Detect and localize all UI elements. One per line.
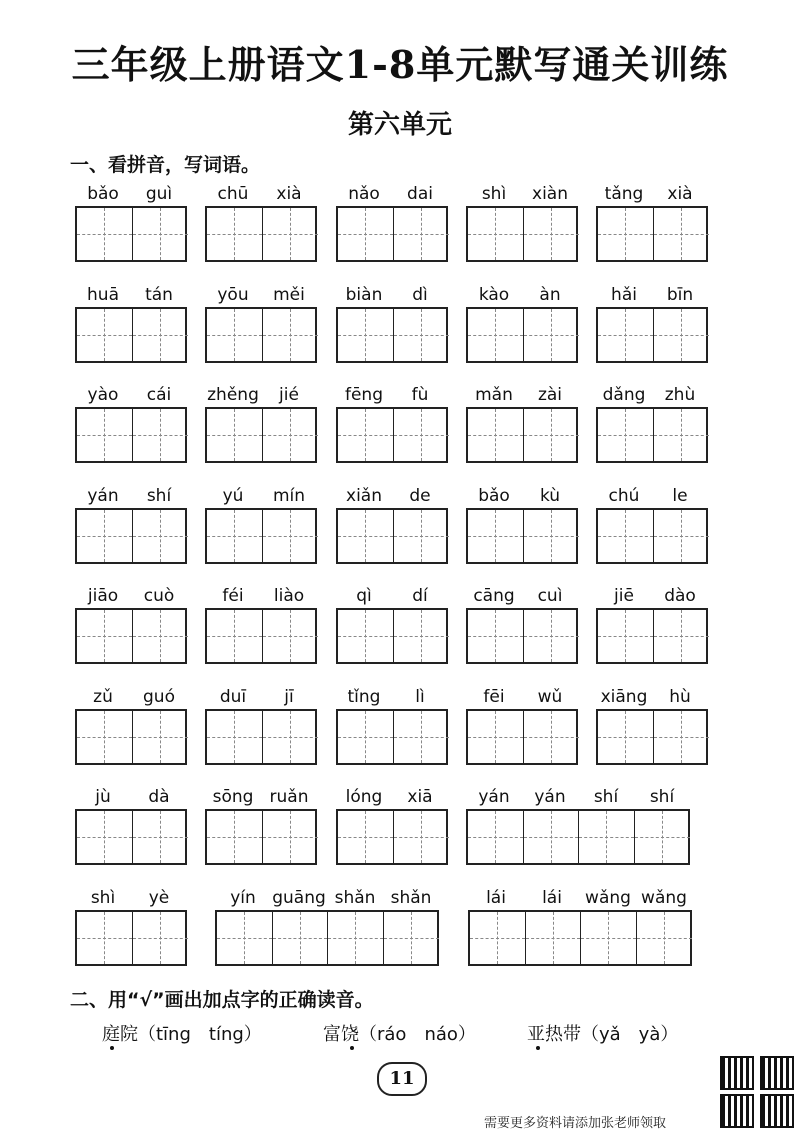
writing-box[interactable] xyxy=(205,407,317,463)
pinyin-label: dǎng xyxy=(602,385,646,405)
writing-cell[interactable] xyxy=(394,208,450,260)
writing-cell[interactable] xyxy=(654,208,710,260)
writing-box[interactable] xyxy=(596,709,708,765)
writing-cell[interactable] xyxy=(524,309,580,361)
pinyin-label: àn xyxy=(539,285,561,305)
writing-box[interactable] xyxy=(466,407,578,463)
pinyin-label: wǔ xyxy=(537,687,563,707)
q2-word-1: 庭院 xyxy=(102,1024,138,1045)
unit-title: 第六单元 xyxy=(347,110,452,140)
pinyin-label: kù xyxy=(539,486,561,506)
writing-cell[interactable] xyxy=(263,208,319,260)
pinyin-label: guó xyxy=(143,687,175,707)
pinyin-label: le xyxy=(672,486,688,506)
pinyin-label: fēng xyxy=(344,385,384,405)
pinyin-label: wǎng xyxy=(641,888,687,908)
pinyin-label: yán xyxy=(87,486,119,506)
pinyin-label: shì xyxy=(481,184,507,204)
writing-cell[interactable] xyxy=(207,208,263,260)
writing-cell[interactable] xyxy=(77,610,133,662)
writing-box[interactable] xyxy=(336,508,448,564)
writing-cell[interactable] xyxy=(207,711,263,763)
pinyin-label: mǎn xyxy=(475,385,513,405)
section1-heading: 一、看拼音，写词语。 xyxy=(70,154,261,176)
emphasis-dot-3 xyxy=(536,1046,540,1050)
writing-box[interactable] xyxy=(468,910,692,966)
writing-box[interactable] xyxy=(336,709,448,765)
pinyin-label: cāng xyxy=(473,586,515,606)
pinyin-label: yào xyxy=(87,385,119,405)
q2-options-3: （yǎ yà） xyxy=(581,1024,679,1045)
writing-box[interactable] xyxy=(466,608,578,664)
qr-code-icon xyxy=(760,1056,794,1090)
writing-cell[interactable] xyxy=(217,912,273,964)
writing-cell[interactable] xyxy=(579,811,635,863)
writing-box[interactable] xyxy=(205,206,317,262)
pinyin-label: bǎo xyxy=(87,184,119,204)
pinyin-label: huā xyxy=(87,285,119,305)
footer-note: 需要更多资料请添加张老师领取 xyxy=(484,1116,667,1131)
writing-cell[interactable] xyxy=(654,409,710,461)
writing-cell[interactable] xyxy=(598,510,654,562)
pinyin-label: ruǎn xyxy=(269,787,309,807)
pinyin-label: nǎo xyxy=(348,184,380,204)
pinyin-label: xiǎn xyxy=(346,486,382,506)
pinyin-label: cuò xyxy=(143,586,175,606)
writing-cell[interactable] xyxy=(263,309,319,361)
writing-cell[interactable] xyxy=(133,912,189,964)
writing-cell[interactable] xyxy=(77,711,133,763)
pinyin-label: qì xyxy=(356,586,372,606)
writing-cell[interactable] xyxy=(384,912,440,964)
pinyin-label: xià xyxy=(276,184,302,204)
pinyin-label: tǎng xyxy=(604,184,644,204)
writing-cell[interactable] xyxy=(133,711,189,763)
pinyin-label: yè xyxy=(148,888,170,908)
writing-cell[interactable] xyxy=(524,711,580,763)
writing-cell[interactable] xyxy=(524,409,580,461)
pinyin-label: mín xyxy=(272,486,306,506)
writing-cell[interactable] xyxy=(654,610,710,662)
pinyin-label: sōng xyxy=(212,787,254,807)
pinyin-label: bǎo xyxy=(478,486,510,506)
writing-cell[interactable] xyxy=(635,811,691,863)
pinyin-label: hù xyxy=(669,687,691,707)
pinyin-label: biàn xyxy=(345,285,383,305)
writing-cell[interactable] xyxy=(338,610,394,662)
writing-cell[interactable] xyxy=(598,309,654,361)
pinyin-label: lì xyxy=(415,687,425,707)
pinyin-label: kào xyxy=(478,285,510,305)
emphasis-dot-1 xyxy=(110,1046,114,1050)
writing-cell[interactable] xyxy=(338,309,394,361)
writing-cell[interactable] xyxy=(77,409,133,461)
pinyin-label: yán xyxy=(534,787,566,807)
pinyin-label: shí xyxy=(649,787,675,807)
writing-cell[interactable] xyxy=(654,510,710,562)
pinyin-label: lóng xyxy=(345,787,383,807)
writing-box[interactable] xyxy=(336,809,448,865)
writing-cell[interactable] xyxy=(526,912,582,964)
writing-cell[interactable] xyxy=(468,811,524,863)
writing-cell[interactable] xyxy=(468,208,524,260)
pinyin-label: shì xyxy=(90,888,116,908)
writing-cell[interactable] xyxy=(207,409,263,461)
page-title: 三年级上册语文1-8单元默写通关训练 xyxy=(71,42,729,87)
writing-cell[interactable] xyxy=(263,610,319,662)
writing-cell[interactable] xyxy=(598,208,654,260)
writing-box[interactable] xyxy=(596,508,708,564)
writing-cell[interactable] xyxy=(133,610,189,662)
writing-cell[interactable] xyxy=(468,409,524,461)
pinyin-label: bīn xyxy=(666,285,694,305)
writing-cell[interactable] xyxy=(394,510,450,562)
pinyin-label: duī xyxy=(219,687,247,707)
writing-cell[interactable] xyxy=(468,309,524,361)
writing-cell[interactable] xyxy=(77,811,133,863)
page-number: 11 xyxy=(377,1062,427,1096)
writing-cell[interactable] xyxy=(394,309,450,361)
writing-cell[interactable] xyxy=(263,510,319,562)
qr-code-icon xyxy=(760,1094,794,1128)
pinyin-label: dí xyxy=(412,586,428,606)
pinyin-label: shí xyxy=(593,787,619,807)
writing-cell[interactable] xyxy=(133,309,189,361)
writing-box[interactable] xyxy=(596,608,708,664)
pinyin-label: zǔ xyxy=(93,687,113,707)
pinyin-label: féi xyxy=(222,586,244,606)
writing-box[interactable] xyxy=(75,709,187,765)
writing-cell[interactable] xyxy=(338,510,394,562)
q2-options-1: （tīng tíng） xyxy=(138,1024,262,1045)
pinyin-label: chū xyxy=(217,184,249,204)
writing-box[interactable] xyxy=(596,307,708,363)
qr-code-icon xyxy=(720,1094,754,1128)
pinyin-label: cuì xyxy=(537,586,563,606)
pinyin-label: lái xyxy=(486,888,506,908)
q2-item-2 xyxy=(323,1020,476,1046)
writing-cell[interactable] xyxy=(77,912,133,964)
pinyin-label: cái xyxy=(146,385,172,405)
pinyin-label: tǐng xyxy=(347,687,381,707)
writing-cell[interactable] xyxy=(133,409,189,461)
pinyin-label: wǎng xyxy=(585,888,631,908)
pinyin-label: jiāo xyxy=(87,586,119,606)
writing-box[interactable] xyxy=(336,307,448,363)
pinyin-label: yán xyxy=(478,787,510,807)
writing-cell[interactable] xyxy=(207,811,263,863)
pinyin-label: chú xyxy=(608,486,640,506)
writing-cell[interactable] xyxy=(133,811,189,863)
pinyin-label: yú xyxy=(222,486,244,506)
q2-options-2: （ráo náo） xyxy=(359,1024,476,1045)
pinyin-label: dai xyxy=(407,184,433,204)
writing-cell[interactable] xyxy=(207,510,263,562)
pinyin-label: dào xyxy=(664,586,696,606)
pinyin-label: dà xyxy=(148,787,170,807)
writing-cell[interactable] xyxy=(524,610,580,662)
pinyin-label: xià xyxy=(667,184,693,204)
writing-cell[interactable] xyxy=(338,208,394,260)
writing-cell[interactable] xyxy=(524,510,580,562)
writing-cell[interactable] xyxy=(654,309,710,361)
writing-box[interactable] xyxy=(596,407,708,463)
writing-cell[interactable] xyxy=(77,309,133,361)
writing-box[interactable] xyxy=(215,910,439,966)
writing-box[interactable] xyxy=(205,608,317,664)
pinyin-label: liào xyxy=(273,586,305,606)
writing-box[interactable] xyxy=(75,809,187,865)
writing-cell[interactable] xyxy=(207,610,263,662)
pinyin-label: yín xyxy=(230,888,256,908)
writing-box[interactable] xyxy=(336,206,448,262)
writing-cell[interactable] xyxy=(328,912,384,964)
writing-cell[interactable] xyxy=(581,912,637,964)
writing-box[interactable] xyxy=(75,508,187,564)
writing-box[interactable] xyxy=(75,407,187,463)
pinyin-label: hǎi xyxy=(611,285,637,305)
q2-word-2: 富饶 xyxy=(323,1024,359,1045)
writing-box[interactable] xyxy=(75,910,187,966)
qr-code-icon xyxy=(720,1056,754,1090)
writing-box[interactable] xyxy=(205,508,317,564)
pinyin-label: zài xyxy=(537,385,563,405)
writing-cell[interactable] xyxy=(470,912,526,964)
writing-box[interactable] xyxy=(466,809,690,865)
writing-cell[interactable] xyxy=(133,510,189,562)
emphasis-dot-2 xyxy=(350,1046,354,1050)
writing-cell[interactable] xyxy=(394,610,450,662)
pinyin-label: dì xyxy=(412,285,428,305)
section2-heading: 二、用“√”画出加点字的正确读音。 xyxy=(70,989,374,1011)
writing-box[interactable] xyxy=(466,508,578,564)
pinyin-label: yōu xyxy=(217,285,249,305)
writing-cell[interactable] xyxy=(468,610,524,662)
pinyin-label: zhù xyxy=(664,385,696,405)
writing-cell[interactable] xyxy=(273,912,329,964)
pinyin-label: fēi xyxy=(483,687,505,707)
writing-box[interactable] xyxy=(336,407,448,463)
pinyin-label: xiā xyxy=(407,787,433,807)
writing-cell[interactable] xyxy=(468,711,524,763)
pinyin-label: fù xyxy=(411,385,429,405)
writing-box[interactable] xyxy=(205,809,317,865)
pinyin-label: de xyxy=(409,486,431,506)
writing-cell[interactable] xyxy=(524,208,580,260)
pinyin-label: xiāng xyxy=(600,687,648,707)
pinyin-label: shǎn xyxy=(334,888,376,908)
pinyin-label: měi xyxy=(273,285,305,305)
writing-cell[interactable] xyxy=(598,409,654,461)
writing-box[interactable] xyxy=(75,307,187,363)
writing-box[interactable] xyxy=(466,709,578,765)
writing-cell[interactable] xyxy=(394,711,450,763)
writing-cell[interactable] xyxy=(207,309,263,361)
pinyin-label: guì xyxy=(145,184,173,204)
writing-box[interactable] xyxy=(205,709,317,765)
pinyin-label: tán xyxy=(145,285,173,305)
writing-cell[interactable] xyxy=(77,510,133,562)
writing-cell[interactable] xyxy=(524,811,580,863)
pinyin-label: jī xyxy=(284,687,294,707)
pinyin-label: lái xyxy=(542,888,562,908)
writing-cell[interactable] xyxy=(263,811,319,863)
q2-word-3: 亚热带 xyxy=(527,1024,581,1045)
writing-box[interactable] xyxy=(336,608,448,664)
writing-cell[interactable] xyxy=(598,711,654,763)
writing-cell[interactable] xyxy=(338,711,394,763)
writing-cell[interactable] xyxy=(263,409,319,461)
writing-cell[interactable] xyxy=(77,208,133,260)
writing-cell[interactable] xyxy=(637,912,693,964)
writing-cell[interactable] xyxy=(468,510,524,562)
pinyin-label: guāng xyxy=(272,888,326,908)
pinyin-label: jiē xyxy=(614,586,634,606)
pinyin-label: xiàn xyxy=(532,184,568,204)
pinyin-label: jù xyxy=(95,787,111,807)
writing-cell[interactable] xyxy=(338,409,394,461)
writing-cell[interactable] xyxy=(394,409,450,461)
writing-cell[interactable] xyxy=(133,208,189,260)
q2-item-1 xyxy=(102,1020,262,1046)
writing-box[interactable] xyxy=(466,307,578,363)
writing-cell[interactable] xyxy=(654,711,710,763)
writing-box[interactable] xyxy=(596,206,708,262)
pinyin-label: shí xyxy=(146,486,172,506)
q2-item-3 xyxy=(527,1020,678,1046)
writing-box[interactable] xyxy=(205,307,317,363)
writing-box[interactable] xyxy=(466,206,578,262)
pinyin-label: jié xyxy=(279,385,299,405)
writing-cell[interactable] xyxy=(394,811,450,863)
writing-cell[interactable] xyxy=(263,711,319,763)
pinyin-label: zhěng xyxy=(207,385,259,405)
writing-box[interactable] xyxy=(75,206,187,262)
writing-cell[interactable] xyxy=(598,610,654,662)
writing-cell[interactable] xyxy=(338,811,394,863)
pinyin-label: shǎn xyxy=(390,888,432,908)
writing-box[interactable] xyxy=(75,608,187,664)
